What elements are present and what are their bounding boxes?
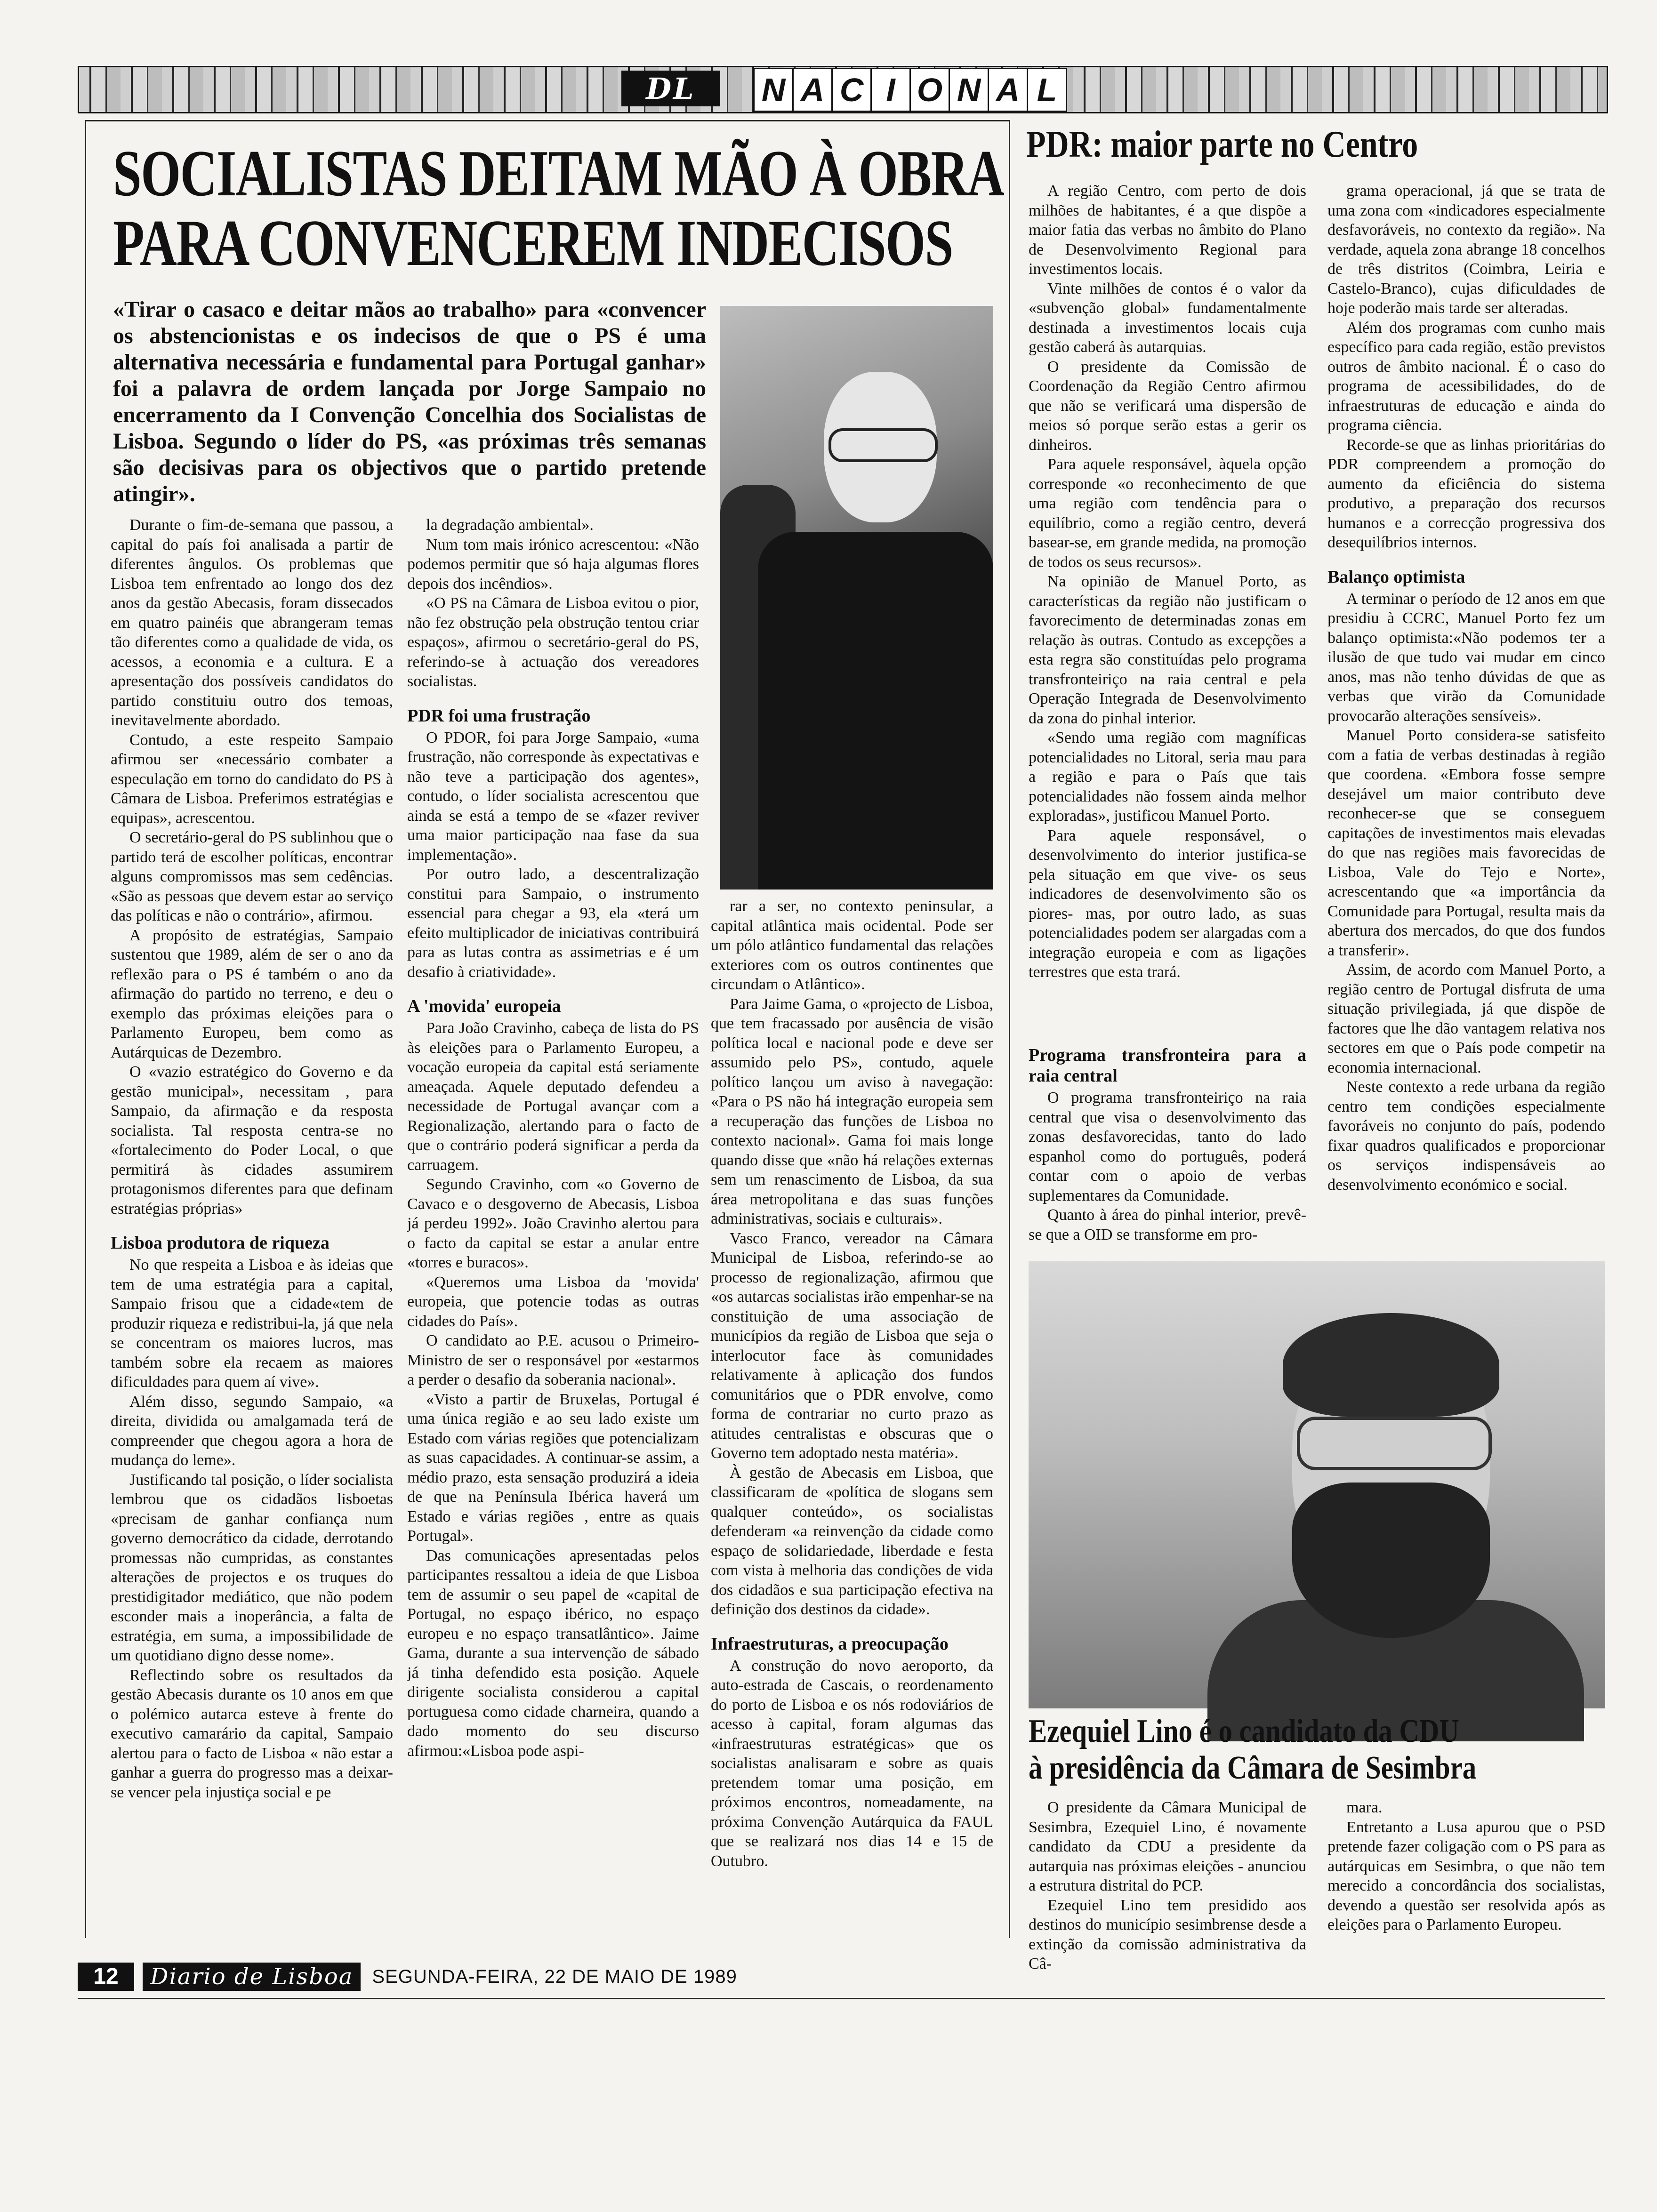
subheading: Infraestruturas, a preocupação — [711, 1634, 949, 1654]
photo-glasses — [1297, 1417, 1492, 1470]
paragraph: Recorde-se que as linhas prioritárias do PDR compreendem a promoção do aumento da eficiência do sistema produtivo, a preparação dos recursos humanos e a correcção progressiva dos desequilíbrios internos. — [1327, 436, 1605, 551]
photo-beard — [1292, 1483, 1490, 1638]
main-deck: «Tirar o casaco e deitar mãos ao trabalho» para «convencer os abstencionistas e os indecisos de que o PS é uma alternativa necessária e fundamental para Portugal ganhar» foi a palavra de ordem lançada por Jorge Sampaio no encerramento da I Convenção Concelhia dos Socialistas de Lisboa. Segundo o líder do PS, «as próximas três semanas são decisivas para os objectivos que o partido pretende atingir». — [113, 297, 706, 506]
dl-logo: DL — [621, 71, 720, 106]
paragraph: Das comunicações apresentadas pelos participantes ressaltou a ideia de que Lisboa tem de assumir o seu papel de «capital de Portugal, no espaço ibérico, no espaço europeu e no espaço transatlântico». Jaime Gama, durante a sua intervenção de sábado já tinha defendido esta posição. Aquele dirigente socialista considerou a capital portuguesa como cidade charneira, quando a dado momento do seu discurso afirmou:«Lisboa pode aspi- — [407, 1547, 699, 1760]
footer-rule — [78, 1998, 1605, 1999]
paragraph: Na opinião de Manuel Porto, as características da região não justificam o favorecimento de determinadas zonas em relação às outras. Contudo as excepções a esta regra são constituídas pelo programa transfronteiriço na raia central e pela Operação Integrada de Desenvolvimento da zona do pinhal interior. — [1029, 573, 1306, 727]
lino-column-1 — [1029, 1798, 1306, 1986]
paragraph: Além disso, segundo Sampaio, «a direita, dividida ou amalgamada terá de compreender que chegou agora a hora de mudança do leme». — [111, 1393, 393, 1469]
subheading: Lisboa produtora de riqueza — [111, 1233, 330, 1253]
lino-headline — [1029, 1713, 1513, 1787]
pdr-column-3 — [1029, 1031, 1306, 1247]
subheading: A 'movida' europeia — [407, 996, 561, 1016]
paragraph: Para aquele responsável, o desenvolvimento do interior justifica-se pela situação em que vive- os seus indicadores de desenvolvimento são os piores- mas, por outro lado, as suas potencialidades podem ser alargadas com a integração europeia e com as ligações terrestres que esta trará. — [1029, 826, 1306, 981]
main-story-column-2 — [407, 515, 699, 1894]
pdr-headline: PDR: maior parte no Centro — [1026, 124, 1418, 165]
paragraph: No que respeita a Lisboa e às ideias que tem de uma estratégia para a capital, Sampaio frisou que a cidade«tem de produzir riqueza e redistribui-la, já que nela se concentram os maiores lucros, mas também sobre ela recaem as maiores dificuldades para quem aí vive». — [111, 1256, 393, 1391]
section-letter: I — [872, 69, 911, 111]
paragraph: Justificando tal posição, o líder socialista lembrou que os cidadãos lisboetas «precisam de ganhar confiança num governo democrático da cidade, derrotando promessas não cumpridas, as constantes alterações de projectos e os truques do prestidigitador mediático, que não podem esconder mais a inoperância, a falta de estratégia, em suma, a impossibilidade de um quotidiano digno desse nome». — [111, 1471, 393, 1664]
paragraph: mara. — [1346, 1799, 1383, 1816]
photo-hair — [1283, 1313, 1499, 1417]
photo-glasses — [828, 428, 938, 462]
lino-headline-line1: Ezequiel Lino é o candidato da CDU — [1029, 1713, 1459, 1749]
paragraph: Durante o fim-de-semana que passou, a capital do país foi analisada a partir de diferentes ângulos. Os problemas que Lisboa tem enfrentado ao longo dos dez anos da gestão Abecasis, foram dissecados em quatro painéis que abrangeram temas tão diferentes como a qualidade de vida, os acessos, a economia e a cultura. E a apresentação dos possíveis candidatos do partido constituiu outro dos temoas, inevitavelmente abordado. — [111, 516, 393, 729]
section-letter: A — [794, 69, 833, 111]
page-footer — [78, 1960, 1113, 1993]
paragraph: O «vazio estratégico do Governo e da gestão municipal», necessitam , para Sampaio, da afirmação e da resposta socialista. Tal resposta centra-se no «fortalecimento do Poder Local, o que permitirá às cidades assumirem protagonismos diferentes para que definam estratégias próprias» — [111, 1063, 393, 1218]
lino-column-2 — [1327, 1798, 1605, 1986]
pdr-column-2 — [1327, 181, 1605, 1250]
paragraph: Manuel Porto considera-se satisfeito com a fatia de verbas destinadas à região que coordena. «Embora fosse sempre desejável um maior contributo deve reconhecer-se que se conseguem capitações de investimentos mais elevadas do que nas regiões mais favorecidas de Lisboa, Vale do Tejo e Norte», acrescentando que «a importância da Comunidade para Portugal, resulta mais da abertura dos mercados, do que dos fundos a transferir». — [1327, 727, 1605, 959]
section-letter: C — [833, 69, 872, 111]
main-headline-line1: SOCIALISTAS DEITAM MÃO À OBRA — [113, 137, 1004, 210]
main-headline — [113, 137, 1004, 280]
paragraph: Reflectindo sobre os resultados da gestão Abecasis durante os 10 anos em que o polémico autarca esteve à frente do executivo camarário da capital, Sampaio alertou para o facto de Lisboa « não estar a ganhar a guerra do progresso mas a deixar-se vencer pela injustiça social e pe — [111, 1666, 393, 1801]
paragraph: À gestão de Abecasis em Lisboa, que classificaram de «política de slogans sem qualquer conteúdo», os socialistas defenderam «a reinvenção da cidade como espaço de solidariedade, liberdade e festa com vista à melhoria das condições de vida dos cidadãos e sua participação efectiva na definição dos destinos da cidade». — [711, 1464, 993, 1618]
photo-jorge-sampaio — [720, 306, 993, 890]
paragraph: Segundo Cravinho, com «o Governo de Cavaco e o desgoverno de Abecasis, Lisboa já perdeu 1992». João Cravinho alertou para o facto da capital se estar a anular entre «torres e buracos». — [407, 1176, 699, 1271]
pdr-column-1 — [1029, 181, 1306, 1024]
paragraph: Quanto à área do pinhal interior, prevê-se que a OID se transforme em pro- — [1029, 1206, 1306, 1243]
photo-ezequiel-lino — [1029, 1261, 1605, 1708]
paragraph: «Visto a partir de Bruxelas, Portugal é uma única região e ao seu lado existe um Estado com várias regiões que potencializam as suas capacidades. A continuar-se assim, a médio prazo, esta sensação produzirá a ideia de que na Península Ibérica haverá um Estado e várias regiões , entre as quais Portugal». — [407, 1390, 699, 1545]
paragraph: Num tom mais irónico acrescentou: «Não podemos permitir que só haja algumas flores depois dos incêndios». — [407, 536, 699, 593]
section-letter: A — [989, 69, 1028, 111]
paragraph: Vinte milhões de contos é o valor da «subvenção global» fundamentalmente destinada a investimentos locais cuja gestão caberá às autarquias. — [1029, 280, 1306, 356]
paragraph: O programa transfronteiriço na raia central que visa o desenvolvimento das zonas desfavorecidas, tanto do lado espanhol como do português, poderá contar com o apoio de verbas suplementares da Comunidade. — [1029, 1089, 1306, 1204]
page-number: 12 — [78, 1963, 134, 1991]
main-story-column-3 — [711, 897, 993, 1894]
paragraph: A construção do novo aeroporto, da auto-estrada de Cascais, o reordenamento do porto de Lisboa e os nós rodoviários de acesso à capital, foram algumas das «infraestruturas estratégicas» que os socialistas analisaram e sobre as quais pretendem tomar uma posição, em próximos encontros, nomeadamente, na próxima Convenção Autárquica da FAUL que se realizará nos dias 14 e 15 de Outubro. — [711, 1657, 993, 1870]
publication-date: SEGUNDA-FEIRA, 22 DE MAIO DE 1989 — [372, 1966, 737, 1987]
section-letter: O — [911, 69, 950, 111]
subheading: Programa transfronteira para a raia central — [1029, 1045, 1306, 1086]
paragraph: Vasco Franco, vereador na Câmara Municipal de Lisboa, referindo-se ao processo de regionalização, afirmou que «os autarcas socialistas irão empenhar-se na constituição de uma associação de municípios da região de Lisboa que seja o interlocutor face às comunidades relativamente à aplicação dos fundos comunitários que o PDR envolve, como forma de contrariar no curto prazo as atitudes centralistas e obscuras que o Governo tem adoptado nesta matéria». — [711, 1229, 993, 1462]
paragraph: «Queremos uma Lisboa da 'movida' europeia, que potencie todas as outras cidades do País». — [407, 1273, 699, 1330]
paragraph: A região Centro, com perto de dois milhões de habitantes, é a que dispõe a maior fatia das verbas no âmbito do Plano de Desenvolvimento Regional para investimentos locais. — [1029, 182, 1306, 278]
paragraph: Contudo, a este respeito Sampaio afirmou ser «necessário combater a especulação em torno do candidato do PS à Câmara de Lisboa. Preferimos estratégias e equipas», acrescentou. — [111, 731, 393, 827]
main-headline-line2: PARA CONVENCEREM INDECISOS — [113, 207, 953, 280]
paragraph: Ezequiel Lino tem presidido aos destinos do município sesimbrense desde a extinção da comissão administrativa da Câ- — [1029, 1896, 1306, 1972]
paragraph: la degradação ambiental». — [426, 516, 594, 534]
paragraph: Para João Cravinho, cabeça de lista do PS às eleições para o Parlamento Europeu, a vocação europeia da capital está seriamente ameaçada. Aquele deputado defendeu a necessidade de Portugal avançar com a Regionalização, alertando para o facto de que o contrário poderá significar a perda da carruagem. — [407, 1019, 699, 1174]
main-story-column-1 — [111, 515, 393, 1894]
paragraph: O PDOR, foi para Jorge Sampaio, «uma frustração, não corresponde às expectativas e não teve a participação dos agentes», contudo, o líder socialista acrescentou que ainda se está a tempo de se «fazer reviver uma maior participação naa fase da sua implementação». — [407, 729, 699, 864]
subheading: Balanço optimista — [1327, 567, 1465, 587]
paragraph: Entretanto a Lusa apurou que o PSD pretende fazer coligação com o PS para as autárquicas em Sesimbra, o que não tem merecido a concordância dos socialistas, devendo a questão ser resolvida após as eleições para o Parlamento Europeu. — [1327, 1818, 1605, 1933]
photo-suit — [758, 532, 993, 890]
paragraph: O secretário-geral do PS sublinhou que o partido terá de escolher políticas, encontrar alguns compromissos mas sem cedências. «São as pessoas que devem estar ao serviço das políticas e não o contrário», afirmou. — [111, 829, 393, 924]
section-letter: N — [950, 69, 989, 111]
section-letter: N — [755, 69, 794, 111]
paragraph: A propósito de estratégias, Sampaio sustentou que 1989, além de ser o ano da reflexão para o PS é também o ano da afirmação do partido no terreno, e deu o exemplo das próximas eleições para o Parlamento Europeu, bem como as Autárquicas de Dezembro. — [111, 926, 393, 1061]
section-letter: L — [1037, 72, 1057, 108]
paragraph: O candidato ao P.E. acusou o Primeiro-Ministro de ser o responsável por «estarmos a perder o desafio da soberania nacional». — [407, 1332, 699, 1388]
paragraph: «Sendo uma região com magníficas potencialidades no Litoral, seria mau para a região e para o País que tais potencialidades não fossem ainda melhor exploradas», justificou Manuel Porto. — [1029, 729, 1306, 825]
paragraph: Neste contexto a rede urbana da região centro tem condições especialmente favoráveis no conjunto do país, podendo fixar quadros qualificados e proporcionar os serviços indispensáveis ao desenvolvimento económico e social. — [1327, 1078, 1605, 1194]
paper-name: Diario de Lisboa — [143, 1963, 361, 1991]
section-label-nacional — [753, 68, 1067, 112]
paragraph: Além dos programas com cunho mais específico para cada região, estão previstos outros de âmbito nacional. É o caso do programa de acessibilidades, do de infraestruturas de educação e ainda do programa ciência. — [1327, 319, 1605, 434]
paragraph: Por outro lado, a descentralização constitui para Sampaio, o instrumento essencial para chegar a 93, ela «terá um efeito multiplicador de iniciativas contribuirá para as lutas contra as assimetrias e é um desafio à criatividade». — [407, 866, 699, 981]
paragraph: O presidente da Comissão de Coordenação da Região Centro afirmou que não se verificará uma dispersão de meios só porque serão estas a gerir os dinheiros. — [1029, 358, 1306, 454]
lino-headline-line2: à presidência da Câmara de Sesimbra — [1029, 1750, 1477, 1786]
paragraph: «O PS na Câmara de Lisboa evitou o pior, não fez obstrução pela obstrução tentou criar espaços», afirmou o secretário-geral do PS, referindo-se à actuação dos vereadores socialistas. — [407, 594, 699, 690]
paragraph: Assim, de acordo com Manuel Porto, a região centro de Portugal disfruta de uma situação privilegiada, já que dispõe de factores que lhe dão vantagem relativa nos sectores em que o País pode competir na economia internacional. — [1327, 961, 1605, 1076]
paragraph: Para Jaime Gama, o «projecto de Lisboa, que tem fracassado por ausência de visão política local e nacional pode e deve ser assumido pelo PS», contudo, aquele político lançou um aviso à navegação: «Para o PS não há integração europeia sem a recuperação das funções de Lisboa no contexto nacional». Gama foi mais longe quando disse que «não há relações externas sem um renascimento de Lisboa, da sua área metropolitana e das suas funções administrativas, sociais e culturais». — [711, 995, 993, 1227]
paragraph: rar a ser, no contexto peninsular, a capital atlântica mais ocidental. Pode ser um pólo atlântico fundamental das relações exteriores com os outros continentes que circundam o Atlântico». — [711, 898, 993, 993]
paragraph: grama operacional, já que se trata de uma zona com «indicadores especialmente desfavoráveis, no contexto da região». Na verdade, aquela zona abrange 18 concelhos de três distritos (Coimbra, Leiria e Castelo-Branco), cujas dificuldades de hoje poderão mais tarde ser alteradas. — [1327, 182, 1605, 317]
subheading: PDR foi uma frustração — [407, 705, 591, 726]
paragraph: Para aquele responsável, àquela opção corresponde «o reconhecimento de que uma região com tendência para o equilíbrio, como a região centro, deverá basear-se, em grande medida, na promoção de todos os seus recursos». — [1029, 456, 1306, 571]
paragraph: O presidente da Câmara Municipal de Sesimbra, Ezequiel Lino, é novamente candidato da CDU a presidente da autarquia nas próximas eleições - anunciou a estrutura distrital do PCP. — [1029, 1799, 1306, 1894]
paragraph: A terminar o período de 12 anos em que presidiu à CCRC, Manuel Porto fez um balanço optimista:«Não podemos ter a ilusão de que tudo vai mudar em cinco anos, mas não tenho dúvidas de que as verbas que virão da Comunidade provocarão alterações sensíveis». — [1327, 590, 1605, 725]
